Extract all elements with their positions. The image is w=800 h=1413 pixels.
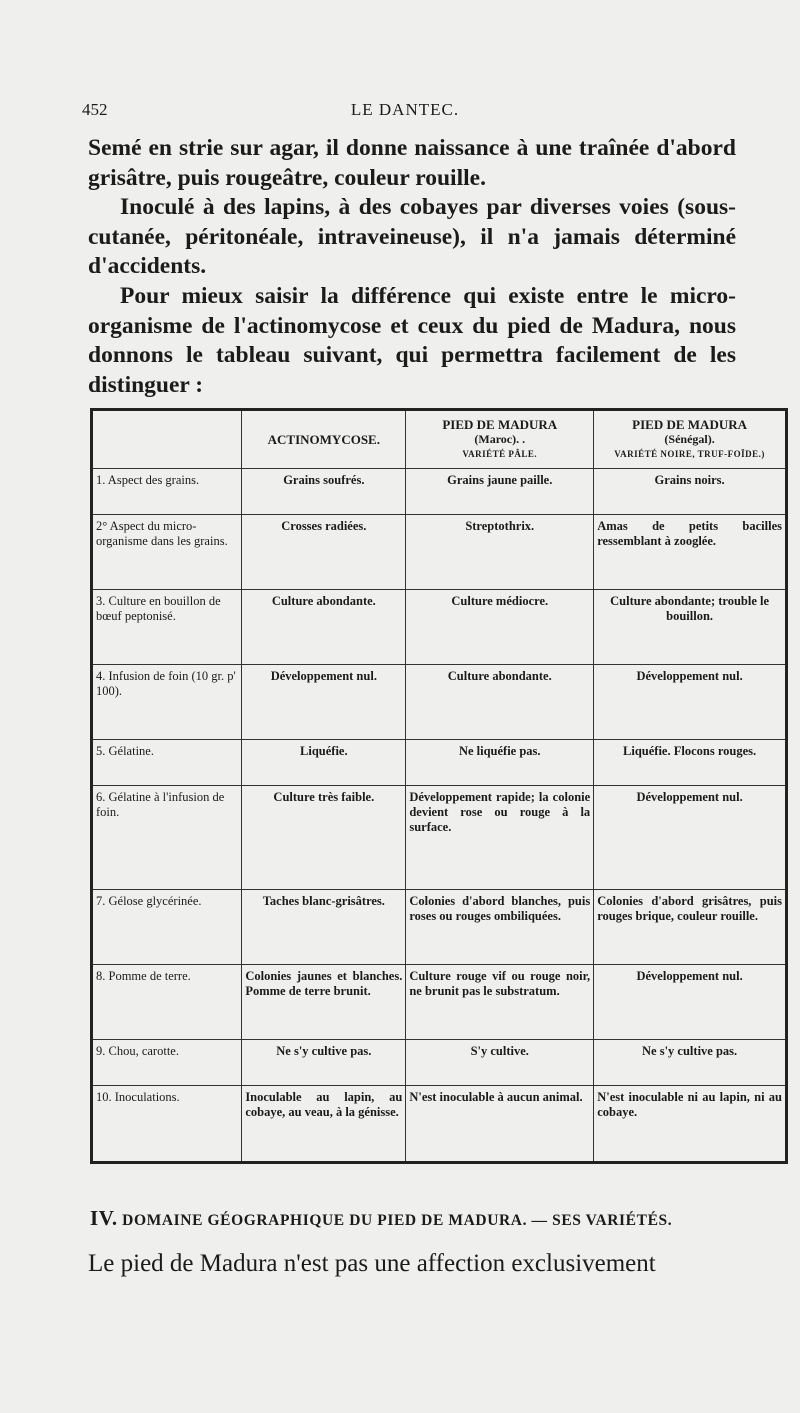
cell-madura-maroc: Colonies d'abord blanches, puis roses ou rouges ombiliquées. — [406, 889, 594, 964]
cell-actinomycose: Liquéfie. — [242, 740, 406, 786]
cell-actinomycose: Taches blanc-grisâtres. — [242, 889, 406, 964]
header-variety: VARIÉTÉ PÂLE. — [462, 449, 538, 459]
row-label: 1. Aspect des grains. — [92, 469, 242, 515]
comparison-table — [90, 408, 788, 1164]
table-row — [92, 469, 787, 515]
cell-madura-senegal: N'est inoculable ni au lapin, ni au cobaye. — [594, 1086, 787, 1163]
cell-actinomycose: Ne s'y cultive pas. — [242, 1039, 406, 1085]
cell-actinomycose: Inoculable au lapin, au cobaye, au veau, à la génisse. — [242, 1086, 406, 1163]
row-label: 7. Gélose glycérinée. — [92, 889, 242, 964]
cell-madura-senegal: Développement nul. — [594, 665, 787, 740]
row-label: 5. Gélatine. — [92, 740, 242, 786]
cell-actinomycose: Crosses radiées. — [242, 515, 406, 590]
paragraph-1: Semé en strie sur agar, il donne naissance à une traînée d'abord grisâtre, puis rougeâtre, couleur rouille. — [88, 135, 736, 191]
cell-madura-senegal: Amas de petits bacilles ressemblant à zooglée. — [594, 515, 787, 590]
cell-madura-senegal: Ne s'y cultive pas. — [594, 1039, 787, 1085]
cell-actinomycose: Culture très faible. — [242, 786, 406, 890]
row-label: 10. Inoculations. — [92, 1086, 242, 1163]
row-label: 6. Gélatine à l'infusion de foin. — [92, 786, 242, 890]
header-madura-maroc — [406, 410, 594, 469]
cell-madura-senegal: Développement nul. — [594, 786, 787, 890]
cell-madura-maroc: Grains jaune paille. — [406, 469, 594, 515]
page-number: 452 — [82, 100, 108, 119]
table-header-row — [92, 410, 787, 469]
row-label: 3. Culture en bouillon de bœuf peptonisé. — [92, 590, 242, 665]
section-heading — [90, 1206, 750, 1231]
row-label: 2° Aspect du micro-organisme dans les grains. — [92, 515, 242, 590]
header-empty — [92, 410, 242, 469]
running-head: LE DANTEC. — [350, 100, 460, 119]
row-label: 8. Pomme de terre. — [92, 964, 242, 1039]
table-row — [92, 889, 787, 964]
cell-madura-maroc: Culture abondante. — [406, 665, 594, 740]
cell-madura-maroc: Développement rapide; la colonie devient rose ou rouge à la surface. — [406, 786, 594, 890]
continuation-text: Le pied de Madura n'est pas une affection exclusivement — [88, 1250, 656, 1277]
table-row — [92, 964, 787, 1039]
cell-madura-maroc: Streptothrix. — [406, 515, 594, 590]
cell-madura-senegal: Liquéfie. Flocons rouges. — [594, 740, 787, 786]
header-title: PIED DE MADURA — [632, 417, 748, 432]
table-row — [92, 665, 787, 740]
cell-madura-maroc: Ne liquéfie pas. — [406, 740, 594, 786]
cell-madura-senegal: Colonies d'abord grisâtres, puis rouges brique, couleur rouille. — [594, 889, 787, 964]
section-numeral: IV. — [90, 1206, 118, 1230]
cell-madura-senegal: Développement nul. — [594, 964, 787, 1039]
paragraph-2: Inoculé à des lapins, à des cobayes par diverses voies (sous-cutanée, péritonéale, intraveineuse), il n'a jamais déterminé d'accidents. — [88, 194, 736, 280]
header-sub: (Maroc). . — [474, 432, 526, 446]
cell-actinomycose: Développement nul. — [242, 665, 406, 740]
cell-madura-maroc: N'est inoculable à aucun animal. — [406, 1086, 594, 1163]
row-label: 4. Infusion de foin (10 gr. p' 100). — [92, 665, 242, 740]
table-row — [92, 786, 787, 890]
paragraph-3: Pour mieux saisir la différence qui existe entre le micro-organisme de l'actinomycose et ceux du pied de Madura, nous donnons le tableau suivant, qui permettra facilement de les distinguer : — [88, 282, 736, 398]
cell-madura-senegal: Grains noirs. — [594, 469, 787, 515]
header-madura-senegal — [594, 410, 787, 469]
header-actinomycose: ACTINOMYCOSE. — [242, 410, 406, 469]
body-text — [88, 134, 736, 400]
header-title: PIED DE MADURA — [442, 417, 558, 432]
table-row — [92, 1086, 787, 1163]
cell-actinomycose: Colonies jaunes et blanches. Pomme de terre brunit. — [242, 964, 406, 1039]
cell-madura-senegal: Culture abondante; trouble le bouillon. — [594, 590, 787, 665]
cell-madura-maroc: Culture médiocre. — [406, 590, 594, 665]
table-row — [92, 740, 787, 786]
cell-madura-maroc: S'y cultive. — [406, 1039, 594, 1085]
cell-actinomycose: Grains soufrés. — [242, 469, 406, 515]
page-header — [80, 100, 730, 122]
table-row — [92, 1039, 787, 1085]
cell-madura-maroc: Culture rouge vif ou rouge noir, ne brunit pas le substratum. — [406, 964, 594, 1039]
row-label: 9. Chou, carotte. — [92, 1039, 242, 1085]
header-variety: VARIÉTÉ NOIRE, TRUF-FOÏDE.) — [614, 449, 765, 459]
section-title: DOMAINE GÉOGRAPHIQUE DU PIED DE MADURA. — SES VARIÉTÉS. — [122, 1212, 673, 1229]
table-row — [92, 590, 787, 665]
table-row — [92, 515, 787, 590]
header-sub: (Sénégal). — [664, 432, 715, 446]
cell-actinomycose: Culture abondante. — [242, 590, 406, 665]
